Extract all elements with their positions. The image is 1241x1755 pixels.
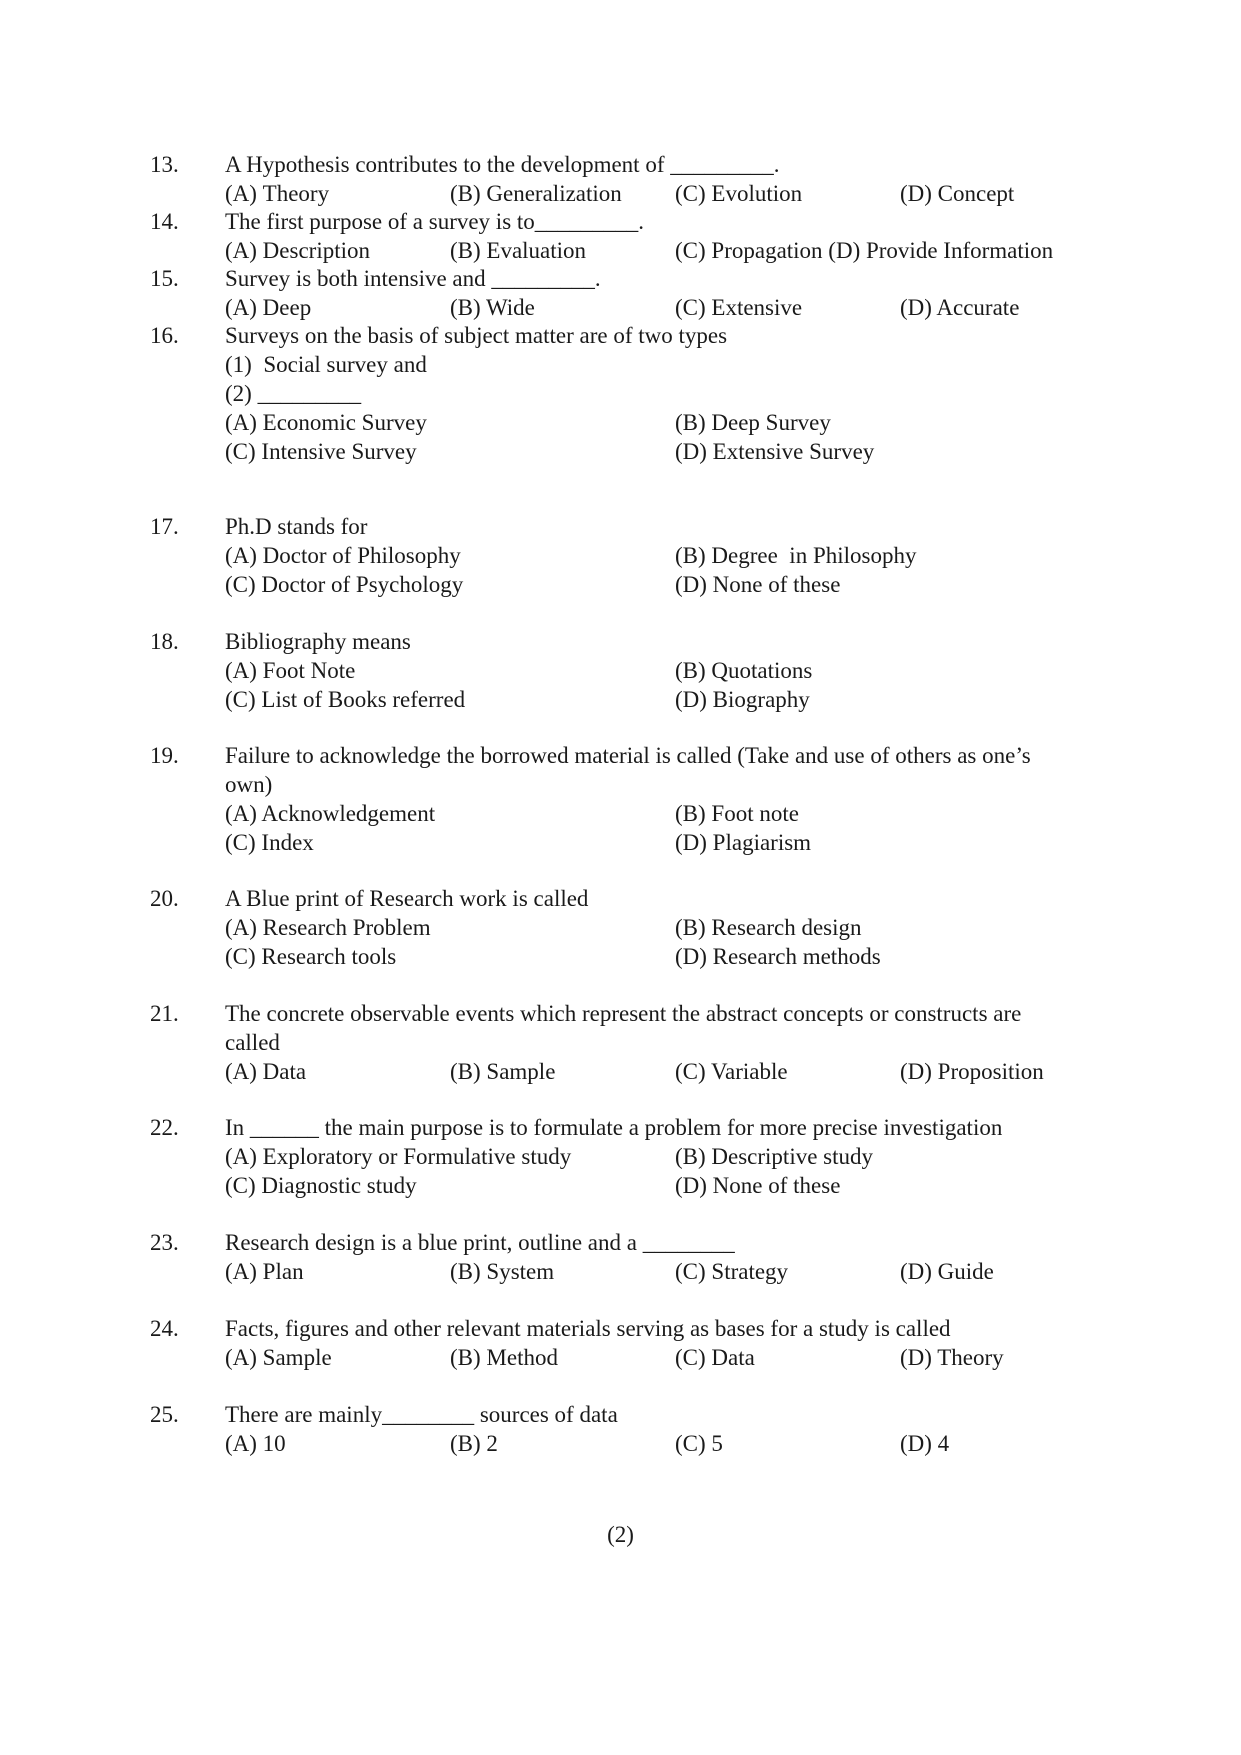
- option-a: (A) Foot Note: [225, 658, 356, 683]
- question-20: [0, 884, 1241, 971]
- option-b: (B) System: [450, 1259, 555, 1284]
- question-number: 17.: [150, 514, 179, 539]
- question-stem: Facts, figures and other relevant materials serving as bases for a study is called: [225, 1316, 951, 1341]
- question-18: [0, 627, 1241, 714]
- option-c: (C) Extensive: [675, 295, 803, 320]
- option-d: (D) 4: [900, 1431, 950, 1456]
- question-stem: Failure to acknowledge the borrowed material is called (Take and use of others as one’s: [225, 743, 1031, 768]
- question-13: [0, 150, 1241, 208]
- option-a: (A) Deep: [225, 295, 312, 320]
- question-number: 23.: [150, 1230, 179, 1255]
- option-c: (C) Variable: [675, 1059, 788, 1084]
- question-23: [0, 1228, 1241, 1286]
- option-c: (C) 5: [675, 1431, 723, 1456]
- option-c-d: (C) Propagation (D) Provide Information: [675, 238, 1054, 263]
- question-number: 13.: [150, 152, 179, 177]
- question-number: 21.: [150, 1001, 179, 1026]
- question-stem: There are mainly________ sources of data: [225, 1402, 618, 1427]
- option-b: (B) Research design: [675, 915, 862, 940]
- question-stem: Bibliography means: [225, 629, 411, 654]
- option-d: (D) Extensive Survey: [675, 439, 875, 464]
- option-b: (B) Wide: [450, 295, 535, 320]
- option-b: (B) Foot note: [675, 801, 799, 826]
- question-22: [0, 1113, 1241, 1200]
- option-c: (C) Strategy: [675, 1259, 789, 1284]
- option-b: (B) Quotations: [675, 658, 813, 683]
- question-number: 18.: [150, 629, 179, 654]
- question-stem: Survey is both intensive and _________.: [225, 266, 601, 291]
- option-b: (B) Sample: [450, 1059, 556, 1084]
- question-number: 16.: [150, 323, 179, 348]
- question-stem: In ______ the main purpose is to formulate a problem for more precise investigation: [225, 1115, 1003, 1140]
- option-c: (C) Diagnostic study: [225, 1173, 417, 1198]
- option-a: (A) Research Problem: [225, 915, 431, 940]
- question-24: [0, 1314, 1241, 1372]
- option-c: (C) List of Books referred: [225, 687, 466, 712]
- option-d: (D) Research methods: [675, 944, 881, 969]
- option-b: (B) 2: [450, 1431, 498, 1456]
- question-stem: The first purpose of a survey is to_________.: [225, 209, 645, 234]
- option-a: (A) Economic Survey: [225, 410, 427, 435]
- option-c: (C) Index: [225, 830, 314, 855]
- option-a: (A) Doctor of Philosophy: [225, 543, 461, 568]
- option-d: (D) Biography: [675, 687, 810, 712]
- option-c: (C) Evolution: [675, 181, 803, 206]
- option-d: (D) Theory: [900, 1345, 1004, 1370]
- option-c: (C) Doctor of Psychology: [225, 572, 464, 597]
- question-number: 15.: [150, 266, 179, 291]
- option-b: (B) Descriptive study: [675, 1144, 874, 1169]
- option-a: (A) Description: [225, 238, 370, 263]
- option-d: (D) None of these: [675, 572, 841, 597]
- option-a: (A) 10: [225, 1431, 286, 1456]
- question-number: 14.: [150, 209, 179, 234]
- question-21: [0, 999, 1241, 1086]
- question-stem-continued: own): [225, 772, 273, 797]
- question-14: [0, 207, 1241, 265]
- option-d: (D) Proposition: [900, 1059, 1044, 1084]
- option-c: (C) Research tools: [225, 944, 397, 969]
- page-number: (2): [607, 1522, 634, 1547]
- question-19: [0, 741, 1241, 857]
- question-16: [0, 321, 1241, 466]
- option-b: (B) Generalization: [450, 181, 622, 206]
- option-b: (B) Evaluation: [450, 238, 587, 263]
- question-subitem-2: (2) _________: [225, 381, 362, 406]
- question-number: 25.: [150, 1402, 179, 1427]
- question-number: 22.: [150, 1115, 179, 1140]
- question-stem: Ph.D stands for: [225, 514, 368, 539]
- option-b: (B) Method: [450, 1345, 558, 1370]
- option-c: (C) Data: [675, 1345, 755, 1370]
- option-a: (A) Theory: [225, 181, 330, 206]
- question-stem: Surveys on the basis of subject matter are of two types: [225, 323, 728, 348]
- question-stem: A Blue print of Research work is called: [225, 886, 589, 911]
- question-17: [0, 512, 1241, 599]
- question-subitem-1: (1) Social survey and: [225, 352, 427, 377]
- question-number: 20.: [150, 886, 179, 911]
- option-a: (A) Sample: [225, 1345, 332, 1370]
- option-d: (D) Concept: [900, 181, 1015, 206]
- option-c: (C) Intensive Survey: [225, 439, 417, 464]
- question-number: 24.: [150, 1316, 179, 1341]
- question-stem-continued: called: [225, 1030, 280, 1055]
- option-a: (A) Exploratory or Formulative study: [225, 1144, 572, 1169]
- option-d: (D) Guide: [900, 1259, 994, 1284]
- question-stem: The concrete observable events which represent the abstract concepts or constructs are: [225, 1001, 1022, 1026]
- option-d: (D) None of these: [675, 1173, 841, 1198]
- question-stem: Research design is a blue print, outline and a ________: [225, 1230, 735, 1255]
- question-25: [0, 1400, 1241, 1458]
- option-a: (A) Plan: [225, 1259, 304, 1284]
- option-a: (A) Acknowledgement: [225, 801, 436, 826]
- option-d: (D) Accurate: [900, 295, 1020, 320]
- option-b: (B) Deep Survey: [675, 410, 831, 435]
- question-stem: A Hypothesis contributes to the development of _________.: [225, 152, 780, 177]
- option-a: (A) Data: [225, 1059, 307, 1084]
- option-d: (D) Plagiarism: [675, 830, 812, 855]
- question-number: 19.: [150, 743, 179, 768]
- question-15: [0, 264, 1241, 322]
- option-b: (B) Degree in Philosophy: [675, 543, 917, 568]
